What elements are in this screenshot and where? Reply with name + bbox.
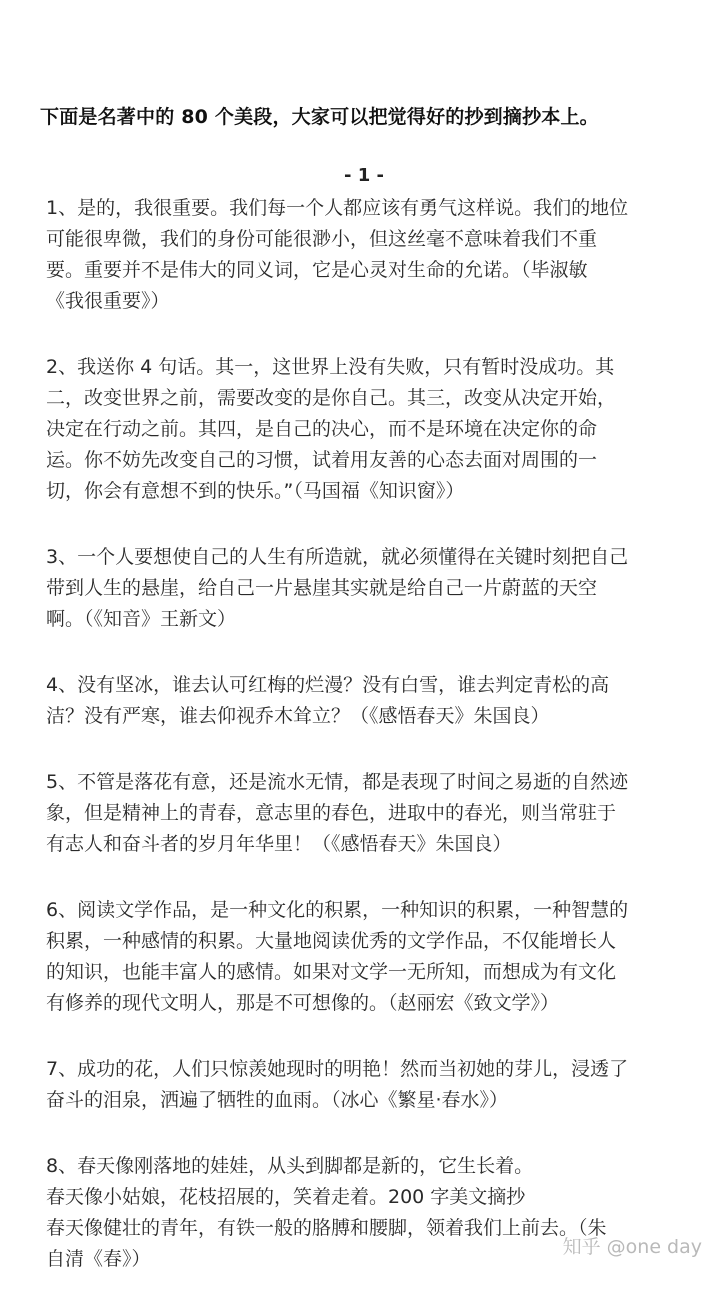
entry-line: 可能很卑微，我们的身份可能很渺小，但这丝毫不意味着我们不重: [46, 228, 598, 250]
entry-line: 5、不管是落花有意，还是流水无情，都是表现了时间之易逝的自然迹: [46, 771, 629, 793]
entry-line: 二，改变世界之前，需要改变的是你自己。其三，改变从决定开始，: [46, 387, 617, 409]
entry-7: [46, 1054, 682, 1116]
entry-line: 4、没有坚冰，谁去认可红梅的烂漫？没有白雪，谁去判定青松的高: [46, 674, 610, 696]
entry-line: 运。你不妨先改变自己的习惯，试着用友善的心态去面对周围的一: [46, 449, 598, 471]
entry-line: 自清《春》）: [46, 1248, 151, 1270]
page-number: - 1 -: [344, 165, 384, 186]
entry-line: 8、春天像刚落地的娃娃，从头到脚都是新的，它生长着。: [46, 1155, 534, 1177]
entry-line: 2、我送你 4 句话。其一，这世界上没有失败，只有暂时没成功。其: [46, 356, 615, 378]
entry-line: 1、是的，我很重要。我们每一个人都应该有勇气这样说。我们的地位: [46, 197, 629, 219]
entry-line: 的知识，也能丰富人的感情。如果对文学一无所知，而想成为有文化: [46, 961, 617, 983]
zhihu-watermark: 知乎 @one day: [562, 1236, 702, 1258]
entry-line: 6、阅读文学作品，是一种文化的积累，一种知识的积累，一种智慧的: [46, 899, 629, 921]
entry-line: 洁？没有严寒，谁去仰视乔木耸立？（《感悟春天》朱国良）: [46, 705, 550, 727]
entry-line: 《我很重要》）: [46, 290, 170, 312]
entry-1: [46, 193, 682, 317]
entry-line: 象，但是精神上的青春，意志里的春色，进取中的春光，则当常驻于: [46, 802, 617, 824]
entry-line: 春天像小姑娘，花枝招展的，笑着走着。200 字美文摘抄: [46, 1186, 526, 1208]
entry-line: 有修养的现代文明人，那是不可想像的。（赵丽宏《致文学》）: [46, 992, 560, 1014]
entry-line: 要。重要并不是伟大的同义词，它是心灵对生命的允诺。（毕淑敏: [46, 259, 588, 281]
entry-line: 奋斗的泪泉，洒遍了牺牲的血雨。（冰心《繁星·春水》）: [46, 1089, 509, 1111]
entry-6: [46, 895, 682, 1019]
entry-line: 切，你会有意想不到的快乐。”（马国福《知识窗》）: [46, 480, 465, 502]
entry-4: [46, 670, 682, 732]
entry-3: [46, 542, 682, 635]
entry-5: [46, 767, 682, 860]
page-heading: 下面是名著中的 80 个美段，大家可以把觉得好的抄到摘抄本上。: [40, 106, 599, 128]
entry-line: 7、成功的花，人们只惊羡她现时的明艳！然而当初她的芽儿，浸透了: [46, 1058, 629, 1080]
entry-line: 啊。（《知音》王新文）: [46, 608, 237, 630]
entry-2: [46, 352, 682, 507]
entry-line: 3、一个人要想使自己的人生有所造就，就必须懂得在关键时刻把自己: [46, 546, 629, 568]
entry-line: 带到人生的悬崖，给自己一片悬崖其实就是给自己一片蔚蓝的天空: [46, 577, 598, 599]
entry-line: 春天像健壮的青年，有铁一般的胳膊和腰脚，领着我们上前去。（朱: [46, 1217, 607, 1239]
entry-line: 决定在行动之前。其四，是自己的决心，而不是环境在决定你的命: [46, 418, 598, 440]
entry-list: [46, 193, 682, 1310]
entry-line: 积累，一种感情的积累。大量地阅读优秀的文学作品，不仅能增长人: [46, 930, 617, 952]
entry-line: 有志人和奋斗者的岁月年华里！（《感悟春天》朱国良）: [46, 833, 512, 855]
